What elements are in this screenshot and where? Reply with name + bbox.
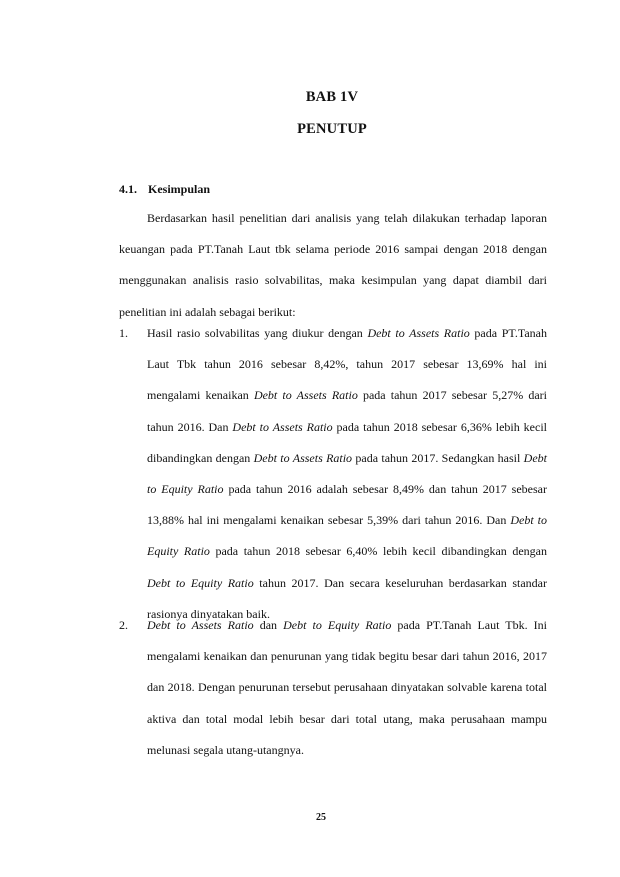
section-heading <box>119 182 210 197</box>
text-run: pada tahun 2017. Sedangkan hasil <box>352 450 524 465</box>
italic-term: Debt to Equity Ratio <box>147 513 547 559</box>
chapter-title: PENUTUP <box>297 121 367 137</box>
text-run: Hasil rasio solvabilitas yang diukur dengan <box>147 326 368 340</box>
list-item <box>119 318 547 630</box>
section-title: Kesimpulan <box>148 182 211 196</box>
text-run: pada PT.Tanah Laut Tbk. Ini mengalami kenaikan dan penurunan yang tidak begitu besar dari tahun 2016, 2017 dan 2018. Dengan penurunan tersebut perusahaan dinyatakan solvable karena total aktiva dan total modal lebih besar dari total utang, maka perusahaan mampu melunasi segala utang-utangnya. <box>147 618 548 757</box>
intro-paragraph: Berdasarkan hasil penelitian dari analisis yang telah dilakukan terhadap laporan keuangan pada PT.Tanah Laut tbk selama periode 2016 sampai dengan 2018 dengan menggunakan analisis rasio solvabilitas, maka kesimpulan yang dapat diambil dari penelitian ini adalah sebagai berikut: <box>119 211 547 319</box>
list-item-number: 2. <box>119 618 128 632</box>
text-run: pada tahun 2018 sebesar 6,40% lebih kecil dibandingkan dengan <box>209 544 547 559</box>
italic-term: Debt to Assets Ratio <box>232 419 333 434</box>
italic-term: Debt to Equity Ratio <box>147 575 254 590</box>
italic-term: Debt to Assets Ratio <box>253 450 353 465</box>
page-number: 25 <box>316 812 326 823</box>
italic-term: Debt to Equity Ratio <box>147 450 547 497</box>
chapter-number: BAB 1V <box>305 89 359 105</box>
text-run: pada tahun 2016 adalah sebesar 8,49% dan tahun 2017 sebesar 13,88% hal ini mengalami kenaikan sebesar 5,39% dari tahun 2016. Dan <box>147 482 547 528</box>
text-run: tahun 2017. Dan secara keseluruhan berdasarkan standar rasionya dinyatakan baik. <box>147 575 547 621</box>
text-run: dan <box>253 618 284 632</box>
list-item-text <box>147 610 547 766</box>
text-run: pada tahun 2017 sebesar 5,27% dari tahun 2016. Dan <box>147 388 547 434</box>
italic-term: Debt to Assets Ratio <box>367 326 470 340</box>
italic-term: Debt to Assets Ratio <box>253 388 358 403</box>
list-item-text <box>147 318 547 630</box>
list-item <box>119 610 547 766</box>
italic-term: Debt to Assets Ratio <box>147 618 254 632</box>
italic-term: Debt to Equity Ratio <box>283 618 392 632</box>
text-run: pada PT.Tanah Laut Tbk tahun 2016 sebesar 8,42%, tahun 2017 sebesar 13,69% hal ini mengalami kenaikan <box>147 326 547 403</box>
text-run: pada tahun 2018 sebesar 6,36% lebih kecil dibandingkan dengan <box>147 419 547 465</box>
section-number: 4.1. <box>119 182 137 196</box>
list-item-number: 1. <box>119 326 128 340</box>
